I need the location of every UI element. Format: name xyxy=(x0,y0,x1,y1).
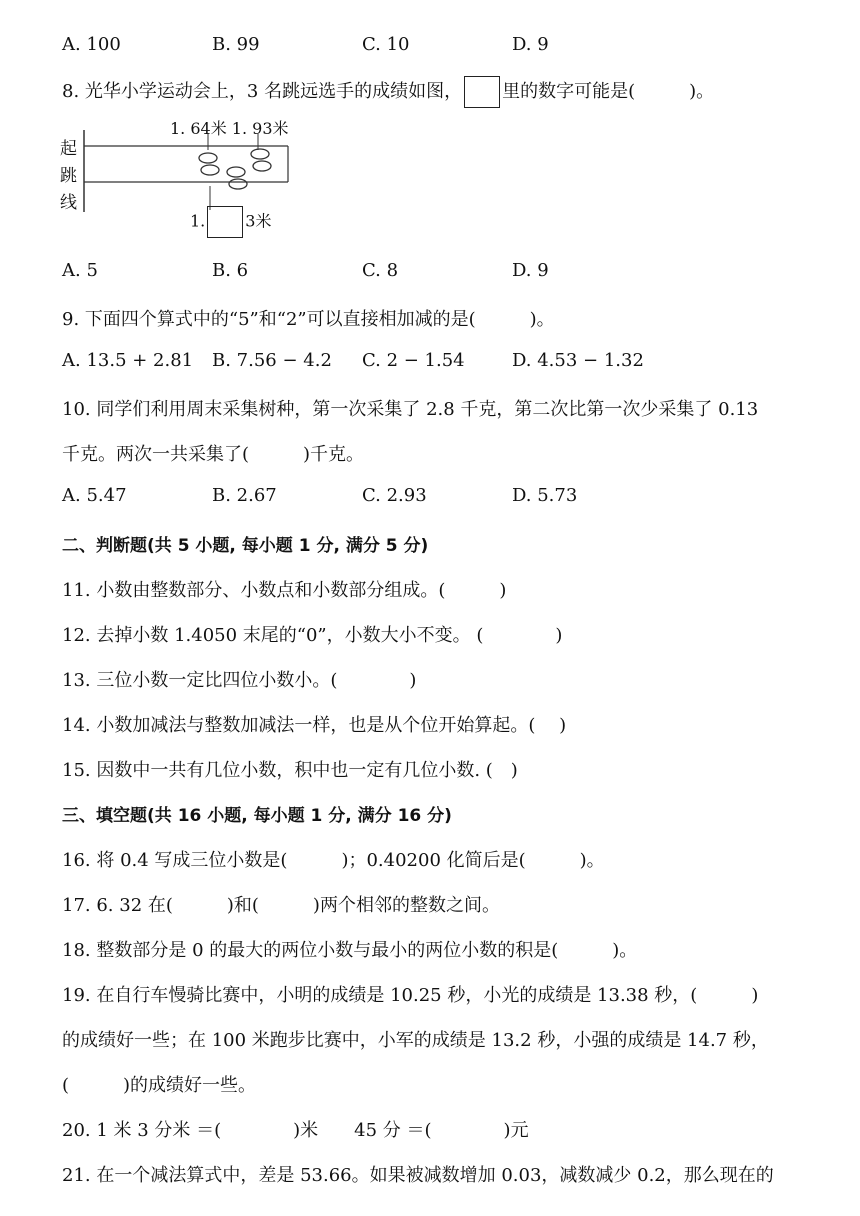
q10-option-d: D. 5.73 xyxy=(512,485,578,506)
q7-option-c: C. 10 xyxy=(362,34,410,55)
q8-option-b: B. 6 xyxy=(212,260,249,281)
fill-question-18: 18. 整数部分是 0 的最大的两位小数与最小的两位小数的积是( )。 xyxy=(62,940,638,961)
judge-question-15: 15. 因数中一共有几位小数，积中也一定有几位小数. ( ) xyxy=(62,760,518,781)
q8-options xyxy=(62,260,822,286)
q8-option-d: D. 9 xyxy=(512,260,549,281)
q8-start-line-label xyxy=(60,136,80,217)
judge-question-14: 14. 小数加减法与整数加减法一样，也是从个位开始算起。( ) xyxy=(62,715,567,736)
q10-options xyxy=(62,485,822,511)
q9-option-b: B. 7.56 − 4.2 xyxy=(212,350,332,371)
q8-figure-top-label: 1. 64米 1. 93米 xyxy=(170,119,289,138)
q8-option-c: C. 8 xyxy=(362,260,399,281)
fill-question-19-line-2: 的成绩好一些；在 100 米跑步比赛中，小军的成绩是 13.2 秒，小强的成绩是 14.7 秒， xyxy=(62,1030,769,1051)
judge-question-12: 12. 去掉小数 1.4050 末尾的“0”，小数大小不变。 ( ) xyxy=(62,625,563,646)
q8-text-after: 里的数字可能是( )。 xyxy=(502,81,715,102)
q8-blank-box xyxy=(464,76,500,108)
q8-question xyxy=(62,76,714,108)
q9-option-d: D. 4.53 − 1.32 xyxy=(512,350,644,371)
q8-text-before: 8. 光华小学运动会上，3 名跳远选手的成绩如图， xyxy=(62,81,463,102)
judge-question-11: 11. 小数由整数部分、小数点和小数部分组成。( ) xyxy=(62,580,507,601)
fill-question-17: 17. 6. 32 在( )和( )两个相邻的整数之间。 xyxy=(62,895,500,916)
q9-option-c: C. 2 − 1.54 xyxy=(362,350,465,371)
fill-question-19-line-1: 19. 在自行车慢骑比赛中，小明的成绩是 10.25 秒，小光的成绩是 13.38 秒，( ) xyxy=(62,985,759,1006)
bottom-label-prefix: 1. xyxy=(190,211,206,231)
q7-option-a: A. 100 xyxy=(62,34,121,55)
start-line-char-3: 线 xyxy=(60,193,77,213)
fill-question-16: 16. 将 0.4 写成三位小数是( )；0.40200 化简后是( )。 xyxy=(62,850,605,871)
q9-question: 9. 下面四个算式中的“5”和“2”可以直接相加减的是( )。 xyxy=(62,309,555,330)
judge-question-13: 13. 三位小数一定比四位小数小。( ) xyxy=(62,670,417,691)
figure-blank-box xyxy=(207,206,243,238)
fill-question-21: 21. 在一个减法算式中，差是 53.66。如果被减数增加 0.03，减数减少 0.2，那么现在的 xyxy=(62,1165,774,1186)
fill-question-19-line-3: ( )的成绩好一些。 xyxy=(62,1075,257,1096)
start-line-char-2: 跳 xyxy=(60,166,77,186)
section-3-heading: 三、填空题(共 16 小题, 每小题 1 分, 满分 16 分) xyxy=(62,806,452,826)
bottom-label-suffix: 3米 xyxy=(245,211,272,231)
start-line-char-1: 起 xyxy=(60,139,77,159)
q7-option-d: D. 9 xyxy=(512,34,549,55)
q7-options xyxy=(62,34,822,60)
q8-figure-bottom-label xyxy=(190,206,271,238)
q10-option-a: A. 5.47 xyxy=(62,485,127,506)
q8-option-a: A. 5 xyxy=(62,260,98,281)
q9-option-a: A. 13.5 + 2.81 xyxy=(62,350,194,371)
q10-question-line-1: 10. 同学们利用周末采集树种，第一次采集了 2.8 千克，第二次比第一次少采集了 0.13 xyxy=(62,399,759,420)
q7-option-b: B. 99 xyxy=(212,34,260,55)
q10-question-line-2: 千克。两次一共采集了( )千克。 xyxy=(62,444,365,465)
q9-options xyxy=(62,350,822,376)
q10-option-b: B. 2.67 xyxy=(212,485,277,506)
q10-option-c: C. 2.93 xyxy=(362,485,427,506)
q8-long-jump-figure xyxy=(60,116,300,244)
section-2-heading: 二、判断题(共 5 小题, 每小题 1 分, 满分 5 分) xyxy=(62,536,429,556)
fill-question-20: 20. 1 米 3 分米 ＝( )米 45 分 ＝( )元 xyxy=(62,1120,529,1141)
footprint-icons xyxy=(199,149,271,189)
